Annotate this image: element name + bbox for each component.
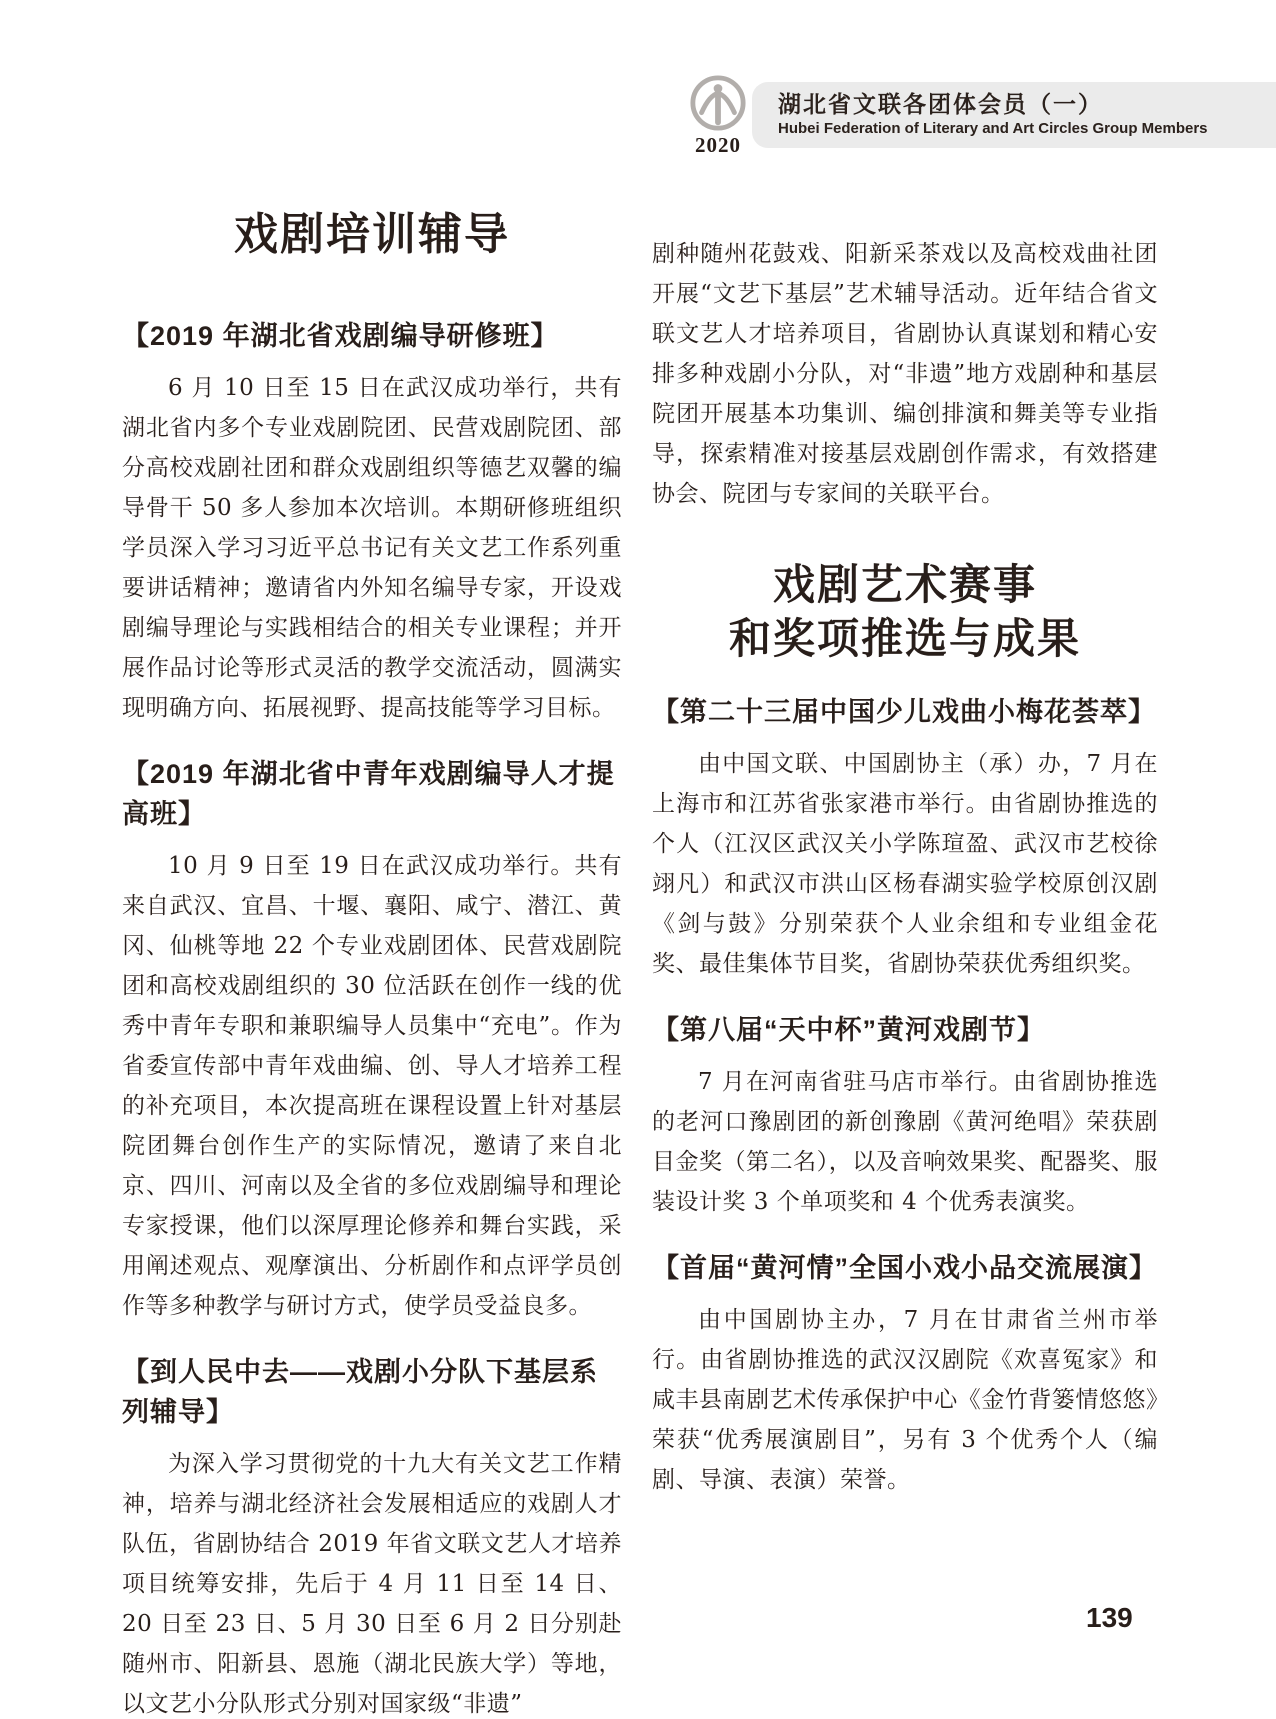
- left-column: [122, 190, 622, 1719]
- page-number: 139: [1086, 1602, 1133, 1633]
- section-heading-4: 【第二十三届中国少儿戏曲小梅花荟萃】: [652, 697, 1156, 727]
- section-heading-5: 【第八届“天中杯”黄河戏剧节】: [652, 1015, 1045, 1045]
- right-column: [652, 190, 1158, 1522]
- header-title-en: Hubei Federation of Literary and Art Circles Group Members: [778, 120, 1208, 137]
- chapter-title-awards-line2: 和奖项推选与成果: [728, 615, 1081, 662]
- continuation-paragraph: 剧种随州花鼓戏、阳新采茶戏以及高校戏曲社团开展“文艺下基层”艺术辅导活动。近年结合省文联文艺人才培养项目，省剧协认真谋划和精心安排多种戏剧小分队，对“非遗”地方戏剧种和基层院团开展基本功集训、编创排演和舞美等专业指导，探索精准对接基层戏剧创作需求，有效搭建协会、院团与专家间的关联平台。: [652, 241, 1158, 507]
- section-body-3: 为深入学习贯彻党的十九大有关文艺工作精神，培养与湖北经济社会发展相适应的戏剧人才队伍，省剧协结合 2019 年省文联文艺人才培养项目统筹安排，先后于 4 月 11 日至 14 日、20 日至 23 日、5 月 30 日至 6 月 2 日分别赴随州市、阳新县、恩施（湖北民族大学）等地，以文艺小分队形式分别对国家级“非遗”: [122, 1451, 622, 1717]
- section-heading-2: 【2019 年湖北省中青年戏剧编导人才提高班】: [122, 759, 615, 829]
- section-body-6: 由中国剧协主办，7 月在甘肃省兰州市举行。由省剧协推选的武汉汉剧院《欢喜冤家》和咸丰县南剧艺术传承保护中心《金竹背篓情悠悠》荣获“优秀展演剧目”，另有 3 个优秀个人（编剧、导演、表演）荣誉。: [652, 1307, 1158, 1493]
- chapter-title-awards-line1: 戏剧艺术赛事: [772, 561, 1037, 608]
- section-heading-3: 【到人民中去——戏剧小分队下基层系列辅导】: [122, 1357, 598, 1427]
- section-body-5: 7 月在河南省驻马店市举行。由省剧协推选的老河口豫剧团的新创豫剧《黄河绝唱》荣获剧目金奖（第二名），以及音响效果奖、配器奖、服装设计奖 3 个单项奖和 4 个优秀表演奖。: [652, 1069, 1158, 1215]
- chapter-title-awards: [652, 558, 1158, 666]
- federation-emblem-icon: [686, 74, 750, 132]
- section-body-1: 6 月 10 日至 15 日在武汉成功举行，共有湖北省内多个专业戏剧院团、民营戏剧院团、部分高校戏剧社团和群众戏剧组织等德艺双馨的编导骨干 50 多人参加本次培训。本期研修班组织学员深入学习习近平总书记有关文艺工作系列重要讲话精神；邀请省内外知名编导专家，开设戏剧编导理论与实践相结合的相关专业课程；并开展作品讨论等形式灵活的教学交流活动，圆满实现明确方向、拓展视野、提高技能等学习目标。: [122, 375, 622, 721]
- section-heading-6: 【首届“黄河情”全国小戏小品交流展演】: [652, 1253, 1157, 1283]
- federation-logo-block: [686, 74, 750, 158]
- header-banner: [752, 82, 1276, 148]
- header-title-cn: 湖北省文联各团体会员（一）: [778, 91, 1103, 117]
- section-heading-1: 【2019 年湖北省戏剧编导研修班】: [122, 321, 559, 351]
- chapter-title-training: 戏剧培训辅导: [234, 210, 510, 259]
- logo-year: 2020: [695, 133, 741, 157]
- section-body-4: 由中国文联、中国剧协主（承）办，7 月在上海市和江苏省张家港市举行。由省剧协推选的个人（江汉区武汉关小学陈瑄盈、武汉市艺校徐翊凡）和武汉市洪山区杨春湖实验学校原创汉剧《剑与鼓》分别荣获个人业余组和专业组金花奖、最佳集体节目奖，省剧协荣获优秀组织奖。: [652, 751, 1158, 977]
- section-body-2: 10 月 9 日至 19 日在武汉成功举行。共有来自武汉、宜昌、十堰、襄阳、咸宁、潜江、黄冈、仙桃等地 22 个专业戏剧团体、民营戏剧院团和高校戏剧组织的 30 位活跃在创作一线的优秀中青年专职和兼职编导人员集中“充电”。作为省委宣传部中青年戏曲编、创、导人才培养工程的补充项目，本次提高班在课程设置上针对基层院团舞台创作生产的实际情况，邀请了来自北京、四川、河南以及全省的多位戏剧编导和理论专家授课，他们以深厚理论修养和舞台实践，采用阐述观点、观摩演出、分析剧作和点评学员创作等多种教学与研讨方式，使学员受益良多。: [122, 853, 622, 1319]
